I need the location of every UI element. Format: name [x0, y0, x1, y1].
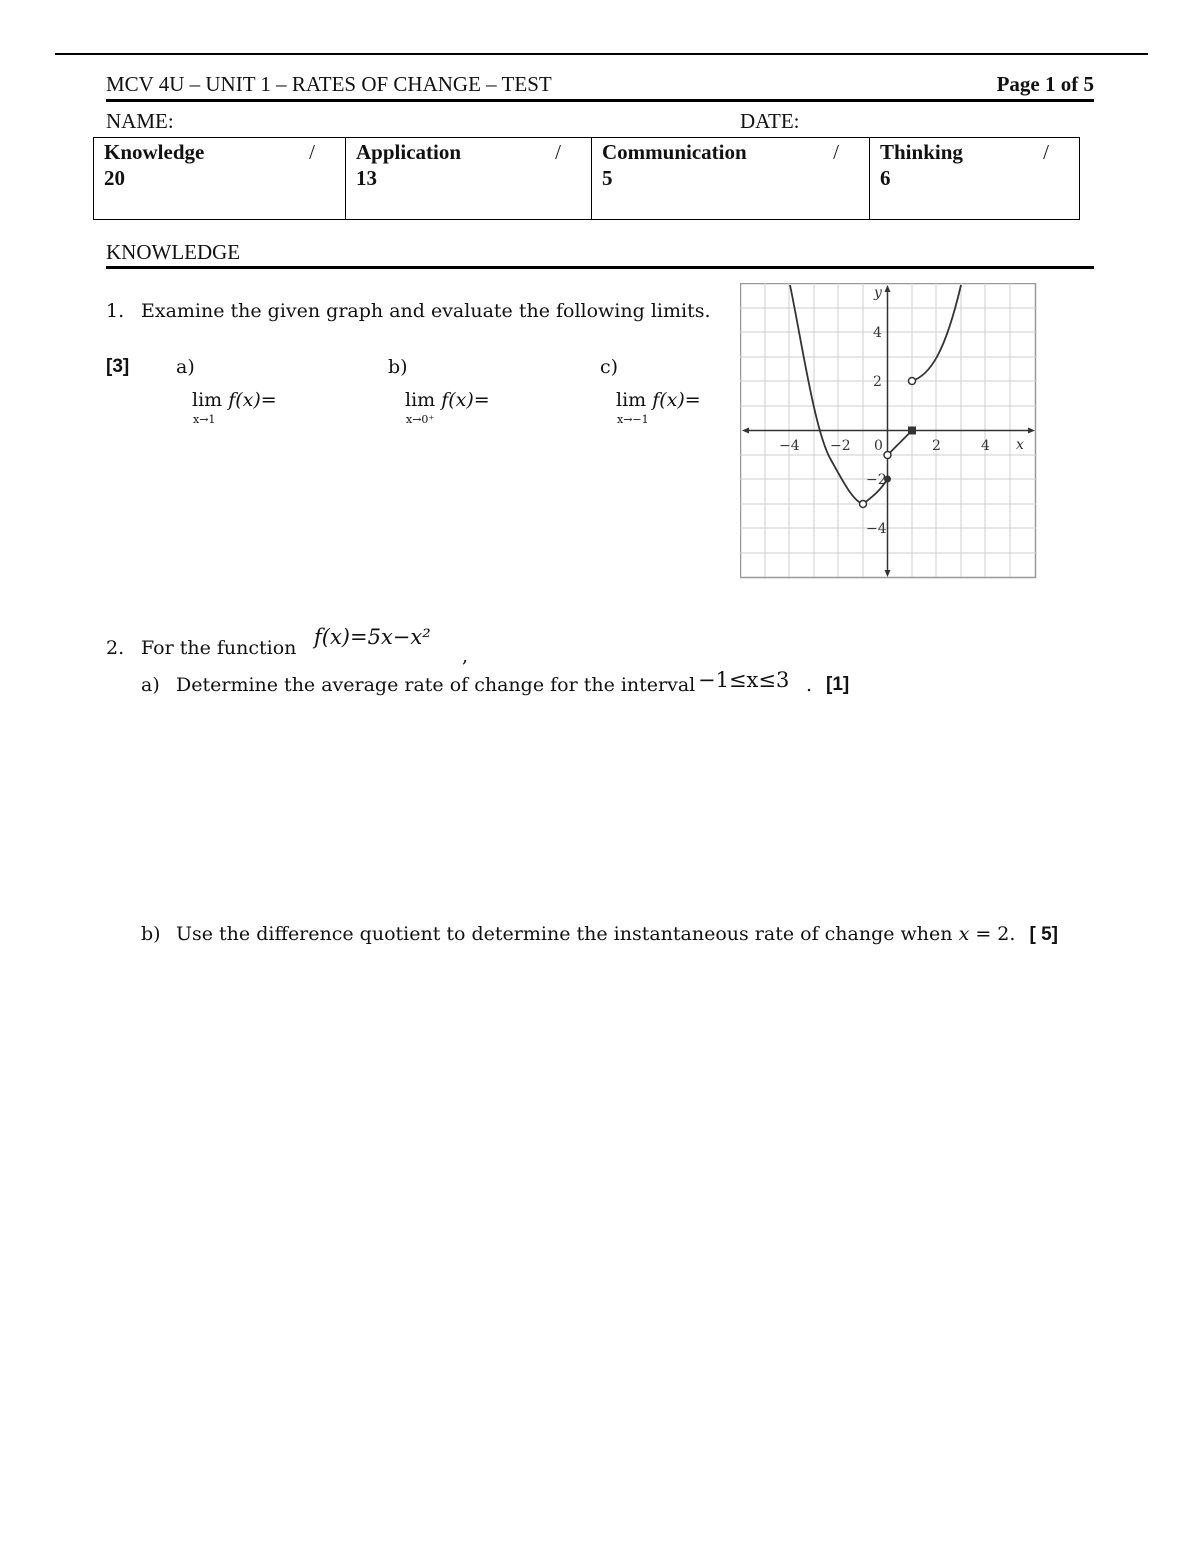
q1a-label: a)	[176, 356, 195, 378]
lim-subscript: x→−1	[617, 413, 649, 426]
header-rule	[106, 99, 1094, 102]
y-axis-label: y	[874, 285, 882, 301]
page-number: Page 1 of 5	[996, 72, 1094, 96]
x-tick-label: 4	[981, 438, 990, 454]
date-label: DATE:	[740, 109, 800, 133]
y-tick-label: −2	[866, 472, 887, 488]
score-slash: /	[555, 140, 561, 164]
q2a-interval: −1≤x≤3	[698, 668, 790, 692]
y-tick-label: −4	[866, 521, 887, 537]
lim-word: lim	[405, 389, 436, 411]
q1b-limit	[405, 389, 490, 426]
y-tick-label: 4	[873, 325, 882, 341]
score-slash: /	[309, 140, 315, 164]
q1c-limit	[616, 389, 701, 426]
x-tick-label: 0	[874, 438, 883, 454]
marks-cell-communication	[592, 138, 870, 220]
q1a-limit	[192, 389, 277, 426]
out-of-value: 13	[356, 166, 377, 190]
q2b-marks: [ 5]	[1029, 924, 1058, 945]
q2a-label: a)	[141, 674, 160, 696]
lim-word: lim	[616, 389, 647, 411]
lim-word: lim	[192, 389, 223, 411]
q2b-value: = 2.	[975, 923, 1016, 945]
open-point	[909, 378, 916, 385]
out-of-value: 20	[104, 166, 125, 190]
open-point	[860, 501, 867, 508]
q1-prompt: Examine the given graph and evaluate the following limits.	[141, 300, 711, 322]
marks-cell-application	[346, 138, 592, 220]
q2-number: 2.	[106, 637, 125, 659]
q2b-label: b)	[141, 923, 161, 945]
x-axis-label: x	[1016, 437, 1024, 453]
category-label: Thinking	[880, 140, 963, 164]
top-rule	[55, 53, 1148, 55]
lim-subscript: x→1	[193, 413, 216, 426]
section-heading: KNOWLEDGE	[106, 240, 241, 264]
score-slash: /	[1043, 140, 1049, 164]
lim-subscript: x→0⁺	[406, 413, 435, 426]
q2-function: f(x)=5x−x²	[314, 625, 431, 649]
x-tick-label: −2	[830, 438, 851, 454]
q2b-text: Use the difference quotient to determine the instantaneous rate of change when	[176, 923, 953, 945]
marks-cell-thinking	[870, 138, 1080, 220]
function-graph	[740, 283, 1037, 579]
x-tick-label: −4	[779, 438, 800, 454]
lim-function: f(x)=	[441, 389, 490, 411]
q2b-variable: x	[958, 923, 970, 945]
q2a-text: Determine the average rate of change for the interval	[176, 674, 696, 696]
score-slash: /	[833, 140, 839, 164]
out-of-value: 5	[602, 166, 613, 190]
category-label: Application	[356, 140, 462, 164]
category-label: Communication	[602, 140, 747, 164]
q1c-label: c)	[600, 356, 619, 378]
category-label: Knowledge	[104, 140, 205, 164]
out-of-value: 6	[880, 166, 891, 190]
q2b-line	[176, 923, 1058, 946]
q2-comma: ,	[462, 645, 469, 667]
open-point	[884, 452, 891, 459]
q1b-label: b)	[388, 356, 408, 378]
q1-marks: [3]	[106, 356, 130, 377]
lim-function: f(x)=	[652, 389, 701, 411]
q2-prompt: For the function	[141, 637, 297, 659]
q2a-period: .	[806, 674, 813, 696]
marks-cell-knowledge	[94, 138, 346, 220]
name-label: NAME:	[106, 109, 174, 133]
test-title: MCV 4U – UNIT 1 – RATES OF CHANGE – TEST	[106, 72, 552, 96]
q2a-marks: [1]	[826, 674, 850, 695]
y-tick-label: 2	[873, 374, 882, 390]
q1-number: 1.	[106, 300, 125, 322]
closed-square-point	[908, 427, 916, 435]
x-tick-label: 2	[932, 438, 941, 454]
lim-function: f(x)=	[228, 389, 277, 411]
marks-table	[93, 137, 1080, 220]
section-rule	[106, 266, 1094, 269]
